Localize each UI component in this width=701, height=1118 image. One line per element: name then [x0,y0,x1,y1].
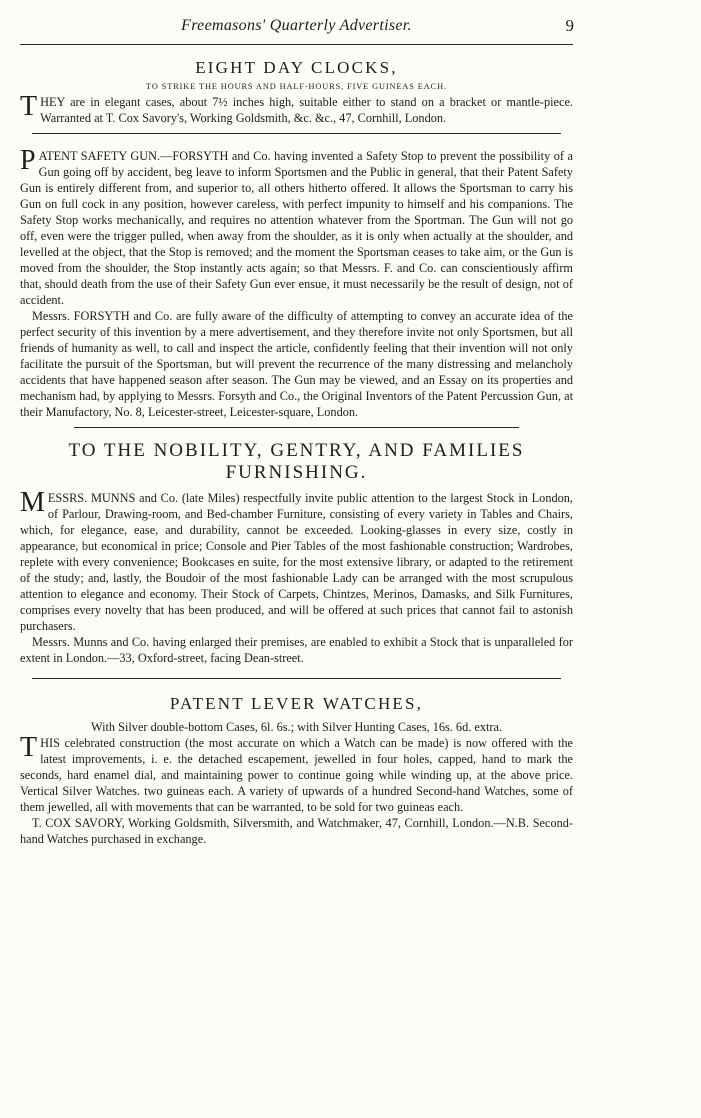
advert-subhead: TO STRIKE THE HOURS AND HALF-HOURS, FIVE GUINEAS EACH. [146,82,447,91]
page-number: 9 [565,16,574,35]
advert-paragraph: MESSRS. MUNNS and Co. (late Miles) respectfully invite public attention to the largest Stock in London, of Parlour, Drawing-room, and Bed-chamber Furniture, consisting of every variety in Tables and Chairs, which, for elegance, ease, and durability, cannot be exceeded. Looking-glasses in every size, costly in appearance, but economical in price; Console and Pier Tables of the most fashionable construction; Wardrobes, replete with every convenience; Bookcases en suite, for the most extensive library, or adapted to the retirement of the study; and, lastly, the Boudoir of the most fashionable Lady can be arranged with the most scrupulous attention to elegance and economy. Their Stock of Carpets, Chintzes, Merinos, Damasks, and Silk Furnitures, comprises every novelty that has been produced, and will be offered at such prices that cannot fail to astonish purchasers. [20,487,573,633]
advert-title: TO THE NOBILITY, GENTRY, AND FAMILIES FURNISHING. [68,440,525,483]
advert-paragraph: THEY are in elegant cases, about 7½ inches high, suitable either to stand on a bracket or mantle-piece. Warranted at T. Cox Savory's, Working Goldsmith, &c. &c., 47, Cornhill, London. [20,91,573,125]
advert-subline: With Silver double-bottom Cases, 6l. 6s.; with Silver Hunting Cases, 16s. 6d. extra. [90,720,503,734]
separator-rule [74,427,519,428]
running-head-title: Freemasons' Quarterly Advertiser. [181,17,412,34]
header-rule [20,44,573,45]
advert-paragraph: T. COX SAVORY, Working Goldsmith, Silversmith, and Watchmaker, 47, Cornhill, London.—N.B. Second-hand Watches purchased in exchange. [20,816,573,846]
advert-furnishing [20,440,573,666]
advert-paragraph: PATENT SAFETY GUN.—FORSYTH and Co. having invented a Safety Stop to prevent the possibility of a Gun going off by accident, beg leave to inform Sportsmen and the Public in general, that their Patent Safety Gun is entirely different from, and superior to, all others hitherto offered. It allows the Sportsman to carry his Gun on full cock in any position, however careless, with perfect impunity to himself and his companions. The Safety Stop works mechanically, and requires no attention whatever from the Sportman. The Gun will not go off, even were the trigger pulled, when away from the shoulder, as it is only when actually at the shoulder, and levelled at the object, that the Stop is removed; and the moment the Sportsman ceases to take aim, or the Gun is moved from the shoulder, the Stop instantly acts again; so that Messrs. F. and Co. can conscientiously affirm that, should death from the use of their Safety Gun ever ensue, it must necessarily be the result of design, not of accident. [20,145,573,307]
advert-eight-day-clocks [20,57,573,126]
running-head [20,0,573,40]
advert-paragraph: THIS celebrated construction (the most accurate on which a Watch can be made) is now offered with the latest improvements, i. e. the detached escapement, jewelled in four holes, capped, hand to mark the seconds, hard enamel dial, and maintaining power to continue going while winding up, at the above price. Vertical Silver Watches. two guineas each. A variety of upwards of a hundred Second-hand Watches, some of them jewelled, all with movements that can be warranted, to be sold for two guineas each. [20,732,573,814]
advert-patent-safety-gun [20,145,573,420]
advert-paragraph: Messrs. Munns and Co. having enlarged their premises, are enabled to exhibit a Stock that is unparalleled for extent in London.—33, Oxford-street, facing Dean-street. [20,635,573,665]
advert-patent-lever-watches [20,693,573,847]
advert-title: EIGHT DAY CLOCKS, [195,58,398,77]
separator-rule [32,678,561,679]
advert-paragraph: Messrs. FORSYTH and Co. are fully aware of the difficulty of attempting to convey an accurate idea of the perfect security of this invention by a mere advertisement, and they therefore invite not only Sportsmen, but all friends of humanity as well, to call and inspect the article, confidently feeling that their invention will not only facilitate the pursuit of the Sportsman, but will prevent the recurrence of the many distressing and melancholy accidents that have happened season after season. The Gun may be viewed, and an Essay on its properties and mechanism had, by applying to Messrs. Forsyth and Co., the Original Inventors of the Patent Percussion Gun, at their Manufactory, No. 8, Leicester-street, Leicester-square, London. [20,309,573,419]
advert-title: PATENT LEVER WATCHES, [169,694,424,713]
separator-rule [32,133,561,134]
